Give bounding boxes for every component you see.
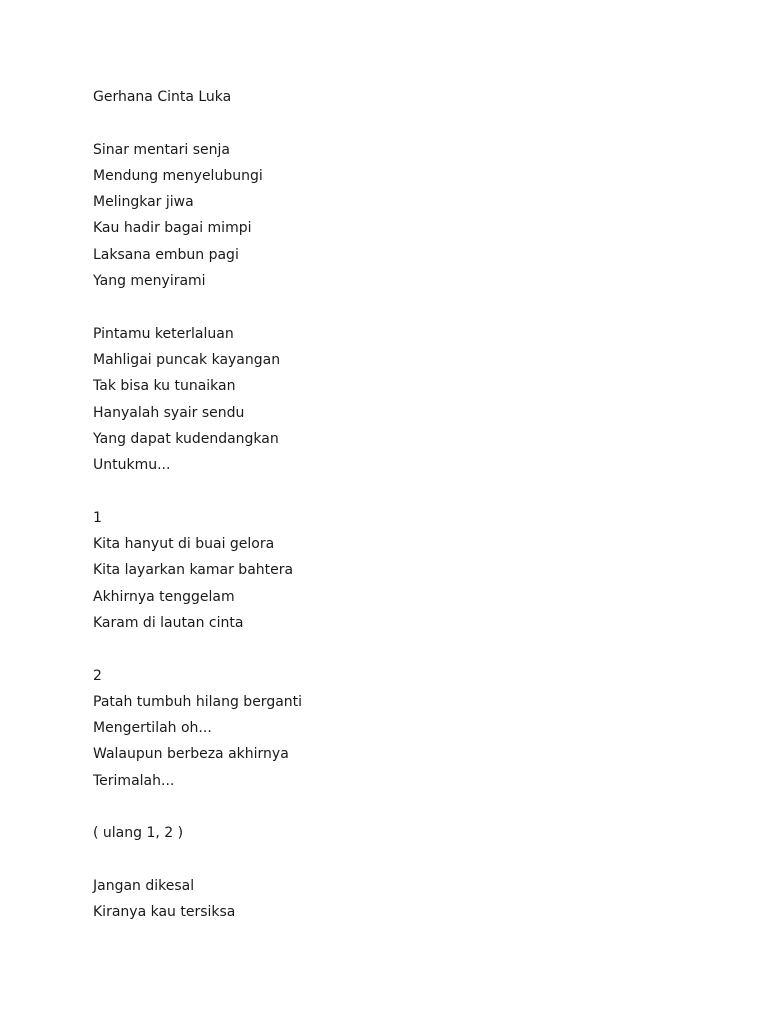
stanza-gap — [93, 110, 693, 136]
stanza-gap — [93, 636, 693, 662]
lyric-line: Patah tumbuh hilang berganti — [93, 693, 303, 710]
stanza-gap — [93, 847, 693, 873]
lyric-line: Kita hanyut di buai gelora — [93, 536, 275, 553]
section-number: 1 — [93, 509, 102, 526]
lyric-line: Kau hadir bagai mimpi — [93, 220, 252, 237]
repeat-instruction: ( ulang 1, 2 ) — [93, 825, 184, 842]
lyric-line: Karam di lautan cinta — [93, 614, 244, 631]
section-number: 2 — [93, 667, 102, 684]
stanza-gap — [93, 478, 693, 504]
stanza-gap — [93, 794, 693, 820]
lyric-line: Melingkar jiwa — [93, 194, 194, 211]
lyric-line: Jangan dikesal — [93, 877, 195, 894]
lyric-line: Hanyalah syair sendu — [93, 404, 245, 421]
lyric-line: Mengertilah oh... — [93, 720, 212, 737]
lyric-line: Walaupun berbeza akhirnya — [93, 746, 289, 763]
lyric-line: Yang dapat kudendangkan — [93, 430, 279, 447]
lyric-line: Tak bisa ku tunaikan — [93, 378, 236, 395]
stanza-gap — [93, 294, 693, 320]
lyric-line: Mendung menyelubungi — [93, 167, 263, 184]
lyric-line: Akhirnya tenggelam — [93, 588, 235, 605]
lyric-line: Yang menyirami — [93, 273, 206, 290]
song-title: Gerhana Cinta Luka — [93, 89, 232, 105]
lyric-line: Pintamu keterlaluan — [93, 325, 234, 342]
lyric-line: Untukmu... — [93, 457, 171, 474]
lyric-line: Mahligai puncak kayangan — [93, 351, 281, 368]
lyric-line: Terimalah... — [93, 772, 175, 789]
lyric-line: Laksana embun pagi — [93, 246, 239, 263]
lyric-line: Kita layarkan kamar bahtera — [93, 562, 294, 579]
lyric-line: Sinar mentari senja — [93, 141, 230, 158]
lyrics-text-block — [93, 84, 693, 926]
lyric-line: Kiranya kau tersiksa — [93, 904, 236, 921]
